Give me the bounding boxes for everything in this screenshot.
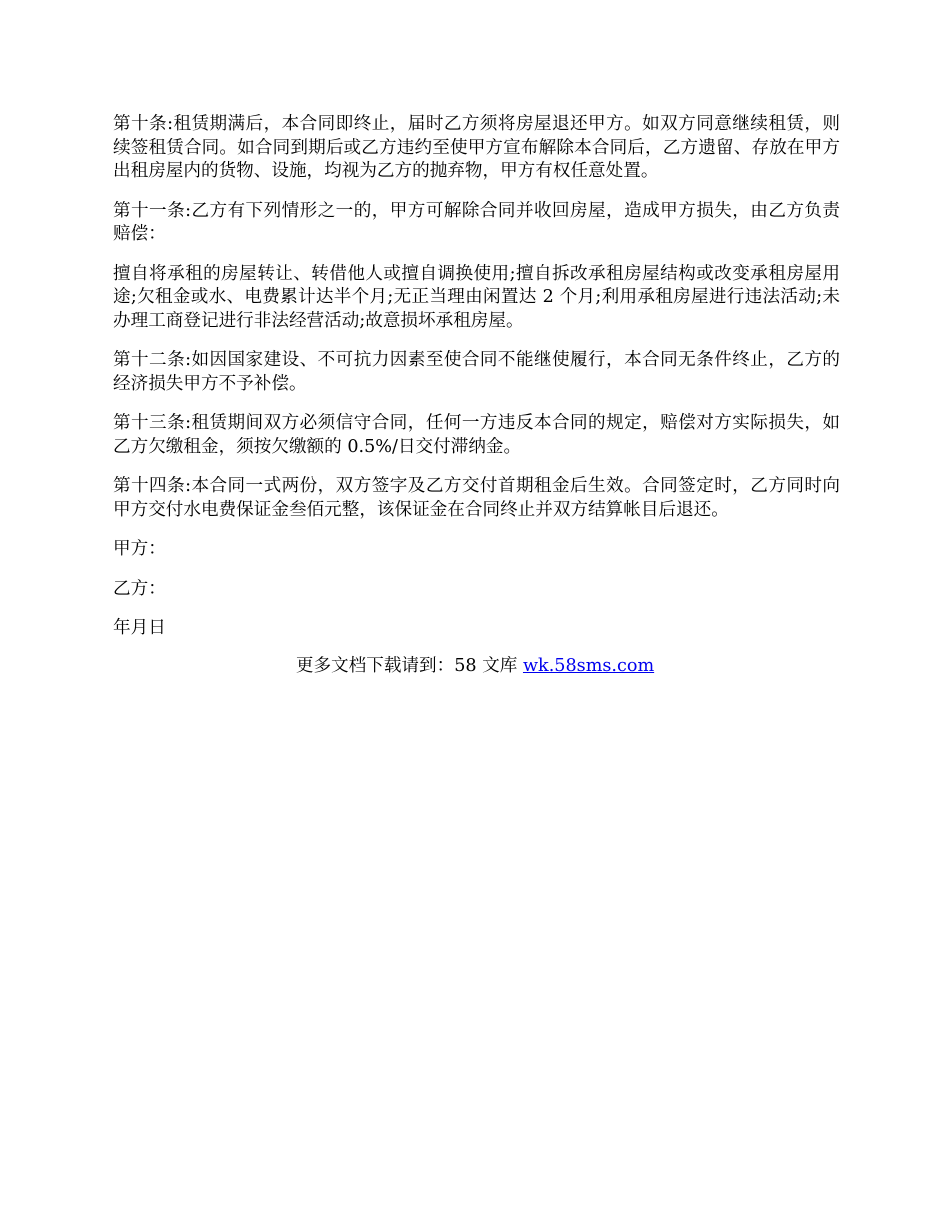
clause-14: 第十四条:本合同一式两份，双方签字及乙方交付首期租金后生效。合同签定时，乙方同时向甲方交付水电费保证金叁佰元整，该保证金在合同终止并双方结算帐目后退还。 (113, 476, 840, 520)
clause-13: 第十三条:租赁期间双方必须信守合同，任何一方违反本合同的规定，赔偿对方实际损失，如乙方欠缴租金，须按欠缴额的 0.5%/日交付滞纳金。 (113, 413, 840, 457)
party-b-signature: 乙方： (113, 578, 166, 599)
clause-11: 第十一条:乙方有下列情形之一的，甲方可解除合同并收回房屋，造成甲方损失，由乙方负责赔偿： (113, 200, 840, 244)
clause-11-items: 擅自将承租的房屋转让、转借他人或擅自调换使用;擅自拆改承租房屋结构或改变承租房屋用途;欠租金或水、电费累计达半个月;无正当理由闲置达 2 个月;利用承租房屋进行违法活动;未办理工商登记进行非法经营活动;故意损坏承租房屋。 (113, 263, 840, 331)
footer (0, 655, 950, 679)
footer-text: 更多文档下载请到：58 文库 (295, 656, 523, 676)
party-a-signature: 甲方： (113, 539, 166, 559)
document-body (113, 113, 840, 657)
clause-10: 第十条:租赁期满后，本合同即终止，届时乙方须将房屋退还甲方。如双方同意继续租赁，则续签租赁合同。如合同到期后或乙方违约至使甲方宣布解除本合同后，乙方遗留、存放在甲方出租房屋内的货物、设施，均视为乙方的抛弃物，甲方有权任意处置。 (113, 114, 840, 181)
footer-link[interactable]: wk.58sms.com (522, 656, 655, 676)
date-line: 年月日 (113, 618, 166, 638)
clause-12: 第十二条:如因国家建设、不可抗力因素至使合同不能继使履行，本合同无条件终止，乙方的经济损失甲方不予补偿。 (113, 350, 840, 394)
